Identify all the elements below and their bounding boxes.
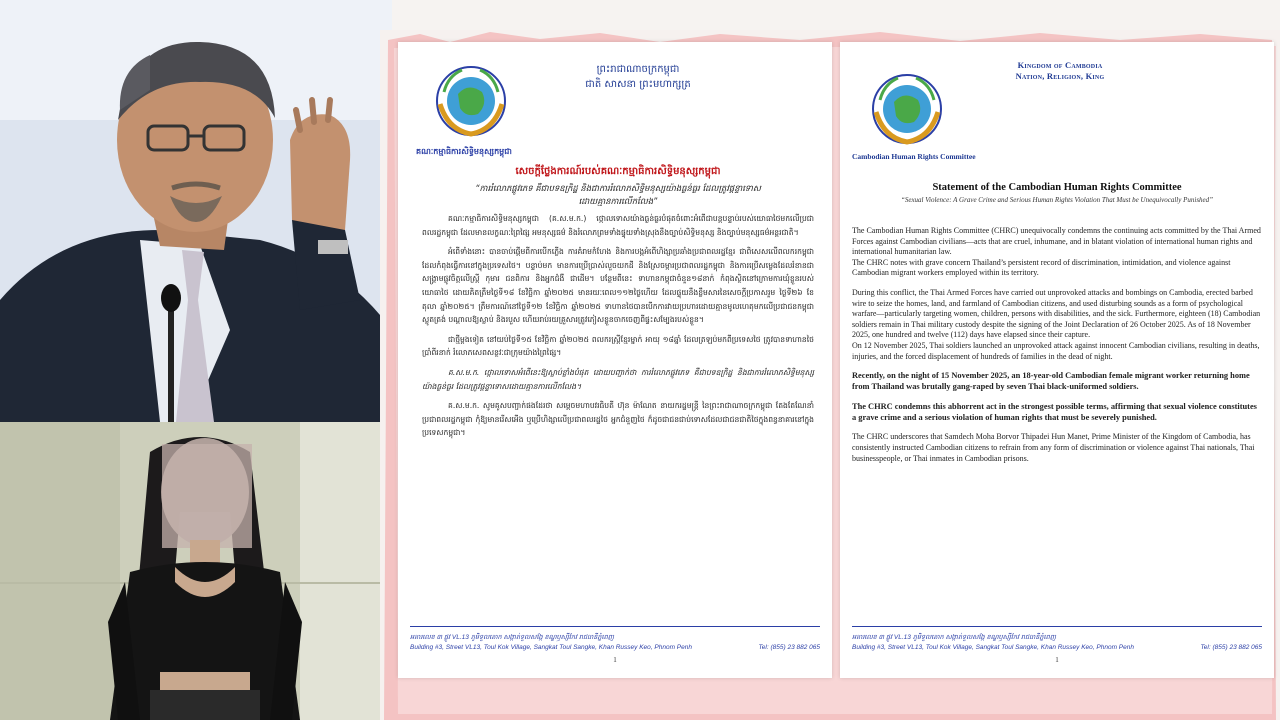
paragraph: The CHRC underscores that Samdech Moha Borvor Thipadei Hun Manet, Prime Minister of the Kingdom of Cambodia, has consistently instructed Cambodian citizens to refrain from any form of discrimination or violence against Thai nationals, Thai businesspeople, or Thai inmates in Cambodian prisons. — [852, 432, 1255, 463]
statement-title: សេចក្តីថ្លែងការណ៍របស់គណៈកម្មាធិការសិទ្ធិមនុស្សកម្ពុជា — [515, 166, 721, 177]
kingdom-line-1: ព្រះរាជាណាចក្រកម្ពុជា — [596, 64, 680, 75]
footer-khmer-address: អគារលេខ ៣ ផ្លូវ VL.13 ភូមិទួលគោក សង្កាត់ទួលសង្កែ ខណ្ឌឫស្សីកែវ រាជធានីភ្នំពេញ — [410, 634, 614, 641]
footer-tel: Tel: (855) 23 882 065 — [1200, 644, 1262, 651]
paragraph: គ.ស.ម.ក. ថ្កោលទោសអំពើនេះឱ្យស្លាប់ខ្លាំងបំផុត ដោយបញ្ជាក់ថា ការរំលោភផ្លូវភេទ គឺជាបទឧក្រិដ្ឋ និងជាការរំលោភសិទ្ធិមនុស្សយ៉ាងធ្ងន់ធ្ងរ ដែលត្រូវផ្តន្ទាទោសដោយគ្មានការលើកលែង។ — [422, 367, 814, 391]
kingdom-header — [980, 60, 1140, 82]
org-name: Cambodian Human Rights Committee — [852, 152, 976, 161]
subtitle-line-2: ដោយគ្មានការលើកលែង” — [578, 196, 658, 206]
statement-subtitle: “Sexual Violence: A Grave Crime and Serious Human Rights Violation That Must be Unequivocally Punished” — [900, 196, 1214, 204]
speaker-photo — [0, 0, 392, 422]
kingdom-line-1: Kingdom of Cambodia — [1017, 60, 1103, 70]
footer-address: Building #3, Street VL13, Toul Kok Village, Sangkat Toul Sangke, Khan Russey Keo, Phnom Penh — [410, 644, 692, 651]
subtitle-line-1: “ការរំលោភផ្លូវភេទ គឺជាបទឧក្រិដ្ឋ និងជាការរំលោភសិទ្ធិមនុស្សយ៉ាងធ្ងន់ធ្ងរ ដែលត្រូវផ្តន្ទាទោស — [475, 183, 761, 193]
org-name: គណៈកម្មាធិការសិទ្ធិមនុស្សកម្ពុជា — [416, 147, 512, 156]
paragraph: During this conflict, the Thai Armed Forces have carried out unprovoked attacks and bombings on Cambodia, erected barbed wire to seize the homes, land, and farmland of Cambodian citizens, and used disturbing sounds as a form of psychological warfare—particularly targeting women, children, persons with disabilities, and the sick. Furthermore, eighteen (18) Cambodian soldiers remain in Thai military custody despite the signing of the Joint Declaration of 26 October 2025. As of 18 November 2025, one hundred and twelve (112) days have elapsed since their capture. On 12 November 2025, Thai soldiers launched an unprovoked attack against innocent Cambodian civilians, resulting in deaths, injuries, and the forced displacement of hundreds of families in the dead of night. — [852, 287, 1261, 361]
footer-tel: Tel: (855) 23 882 065 — [758, 644, 820, 651]
english-statement-page — [840, 42, 1274, 678]
footer-address: Building #3, Street VL13, Toul Kok Village, Sangkat Toul Sangke, Khan Russey Keo, Phnom Penh — [852, 644, 1134, 651]
paragraph: The Cambodian Human Rights Committee (CHRC) unequivocally condemns the continuing acts committed by the Thai Armed Forces against Cambodian civilians—acts that are cruel, inhumane, and in blatant violation of international human rights and international humanitarian law. The CHRC notes with grave concern Thailand’s persistent record of discrimination, intimidation, and violence against Cambodian migrant workers employed within its territory. — [852, 226, 1261, 278]
victim-illustration — [0, 422, 392, 720]
statement-subtitle — [438, 182, 798, 208]
page-footer — [410, 626, 820, 653]
paragraph: Recently, on the night of 15 November 2025, an 18-year-old Cambodian female migrant worker returning home from Thailand was brutally gang-raped by seven Thai black-uniformed soldiers. — [852, 371, 1250, 391]
chrc-logo-icon — [870, 72, 944, 146]
statement-body — [422, 212, 814, 446]
statement-body — [852, 226, 1262, 473]
speaker-illustration — [0, 0, 392, 422]
page-number: 1 — [1055, 656, 1059, 664]
statement-title: Statement of the Cambodian Human Rights Committee — [932, 182, 1182, 193]
victim-photo — [0, 422, 392, 720]
page-footer — [852, 626, 1262, 653]
footer-khmer-address: អគារលេខ ៣ ផ្លូវ VL.13 ភូមិទួលគោក សង្កាត់ទួលសង្កែ ខណ្ឌឫស្សីកែវ រាជធានីភ្នំពេញ — [852, 634, 1056, 641]
paragraph: គ.ស.ម.ក. សូមគូសបញ្ជាក់ផងដែរថា សម្តេចមហាបវរធិបតី ហ៊ុន ម៉ាណែត នាយករដ្ឋមន្ត្រី នៃព្រះរាជាណាចក្រកម្ពុជា តែងតែណែនាំប្រជាពលរដ្ឋកម្ពុជា កុំឱ្យមានរើសអើង ឬប្រើហិង្សាលើប្រជាពលរដ្ឋថៃ អ្នកជំនួញថៃ ក៏ដូចជាជនជាប់ទោសដែលជាជនជាតិថៃក្នុងពន្ធនាគារនៅក្នុងប្រទេសកម្ពុជា។ — [422, 401, 814, 438]
kingdom-line-2: ជាតិ សាសនា ព្រះមហាក្សត្រ — [585, 79, 691, 90]
paragraph: The CHRC condemns this abhorrent act in the strongest possible terms, affirming that sexual violence constitutes a grave crime and a serious violation of human rights that must be severely punished. — [852, 401, 1257, 422]
kingdom-header — [548, 62, 728, 92]
chrc-logo-icon — [434, 64, 508, 138]
paragraph: ជាថ្មីម្តងទៀត នៅយប់ថ្ងៃទី១៥ ខែវិច្ឆិកា ឆ្នាំ២០២៥ ពលករស្ត្រីខ្មែរម្នាក់ អាយុ ១៨ឆ្នាំ ដែលត្រឡប់មកពីប្រទេសថៃ ត្រូវបានទាហានថៃប្រាំពីរនាក់ រំលោភសេពសន្ថវៈជាក្រុមយ៉ាងព្រៃផ្សៃ។ — [422, 334, 814, 358]
paragraph: អំពើទាំងនោះ បានចាប់ផ្តើមពីការបើកភ្លើង ការគំរាមកំហែង និងការបង្កអំពើហិង្សាប្រឆាំងប្រជាពលរដ្ឋខ្មែរ ជាពិសេសលើពលករកម្ពុជា ដែលកំពុងធ្វើការនៅក្នុងប្រទេសថៃ។ បន្ទាប់មក មានការប្រើប្រាស់លួចយកដី និងស្រែចម្ការប្រជាពលរដ្ឋកម្ពុជា និងការប្រើសម្លេងដែលរំខានជាសង្គ្រាមផ្លូវចិត្តលើស្ត្រី កុមារ ជនពិការ និងអ្នកជំងឺ ជាដើម។ បន្ថែមពីនេះ ទាហានកម្ពុជាចំនួន១៨នាក់ កំពុងស្ថិតនៅក្រោមការឃុំខ្លួនរបស់យោធាថៃ ដោយគិតត្រឹមថ្ងៃទី១៨ ខែវិច្ឆិកា ឆ្នាំ២០២៥ មានរយៈពេល១១២ថ្ងៃហើយ ដែលផ្ទុយនឹងខ្លឹមសារនៃសេចក្តីប្រកាសរួម ថ្ងៃទី២៦ ខែតុលា ឆ្នាំ២០២៥។ ត្រឹមការណ៍នៅថ្ងៃទី១២ ខែវិច្ឆិកា ឆ្នាំ២០២៥ ទាហានថៃបានបើកការវាយប្រហារដោយគ្មានមូលហេតុមកលើប្រជាជនកម្ពុជាស្លូតត្រង់ បណ្តាលឱ្យស្លាប់ និងរបួស ហើយរាប់រយគ្រួសារត្រូវភៀសខ្លួនចាកចេញពីផ្ទះសម្បែងរបស់ខ្លួន។ — [422, 247, 814, 325]
khmer-statement-page — [398, 42, 832, 678]
kingdom-line-2: Nation, Religion, King — [1015, 71, 1105, 81]
paragraph: គណៈកម្មាធិការសិទ្ធិមនុស្សកម្ពុជា (គ.ស.ម.ក.) ថ្កោលទោសយ៉ាងធ្ងន់ធ្ងរបំផុតចំពោះអំពើជាបន្តបន្ទាប់របស់យោធាថៃមកលើប្រជាពលរដ្ឋកម្ពុជា ដែលមានលក្ខណៈព្រៃផ្សៃ អមនុស្សធម៌ និងរំលោភព្រមទាំងផ្ទុយទាំងស្រុងនឹងច្បាប់សិទ្ធិមនុស្ស និងច្បាប់មនុស្សធម៌អន្តរជាតិ។ — [422, 214, 814, 237]
page-number: 1 — [613, 656, 617, 664]
